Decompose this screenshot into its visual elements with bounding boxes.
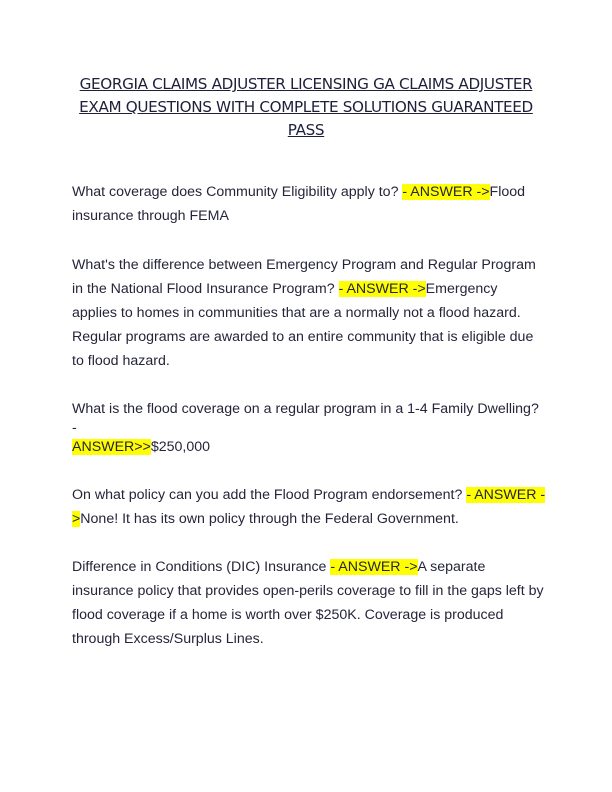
answer-marker: - ANSWER -> — [338, 281, 426, 297]
title-line: GEORGIA CLAIMS ADJUSTER LICENSING GA CLAIMS ADJUSTER — [79, 75, 533, 93]
answer-line: through Excess/Surplus Lines. — [72, 631, 264, 647]
question-line: What is the flood coverage on a regular program in a 1-4 Family Dwelling? — [72, 401, 539, 417]
qa-item — [72, 397, 548, 459]
question-line — [72, 180, 548, 204]
answer-line: flood coverage if a home is worth over $250K. Coverage is produced — [72, 607, 504, 623]
answer-line: applies to homes in communities that are a normally not a flood hazard. — [72, 305, 521, 321]
answer-marker: > — [72, 511, 81, 527]
question-text: What coverage does Community Eligibility apply to? — [72, 184, 403, 200]
answer-line — [72, 507, 548, 531]
question-line: What's the difference between Emergency Program and Regular Program — [72, 257, 536, 273]
answer-marker: - ANSWER - — [466, 487, 546, 503]
answer-line: insurance through FEMA — [72, 208, 229, 224]
answer-line — [72, 435, 548, 459]
answer-line: Regular programs are awarded to an entire community that is eligible due — [72, 329, 534, 345]
question-line — [72, 555, 548, 579]
question-text: in the National Flood Insurance Program? — [72, 281, 339, 297]
question-text: Difference in Conditions (DIC) Insurance — [72, 559, 331, 575]
question-line — [72, 483, 548, 507]
question-line — [72, 277, 548, 301]
qa-item — [72, 253, 548, 373]
answer-text: $250,000 — [150, 439, 211, 455]
answer-line: insurance policy that provides open-perils coverage to fill in the gaps left by — [72, 583, 544, 599]
answer-marker: - ANSWER -> — [402, 184, 490, 200]
question-text: On what policy can you add the Flood Program endorsement? — [72, 487, 467, 503]
answer-text: None! It has its own policy through the Federal Government. — [80, 511, 459, 527]
title-line: EXAM QUESTIONS WITH COMPLETE SOLUTIONS GUARANTEED — [79, 98, 533, 116]
answer-text: Flood — [489, 184, 526, 200]
qa-item — [72, 180, 548, 228]
title-line: PASS — [287, 121, 325, 139]
question-dash: - — [72, 420, 77, 436]
answer-text: Emergency — [425, 281, 498, 297]
document-title — [60, 73, 552, 142]
qa-item — [72, 483, 548, 531]
answer-marker: ANSWER>> — [72, 439, 151, 455]
answer-line: to flood hazard. — [72, 353, 170, 369]
answer-marker: - ANSWER -> — [330, 559, 418, 575]
answer-text: A separate — [417, 559, 486, 575]
qa-item — [72, 555, 548, 651]
